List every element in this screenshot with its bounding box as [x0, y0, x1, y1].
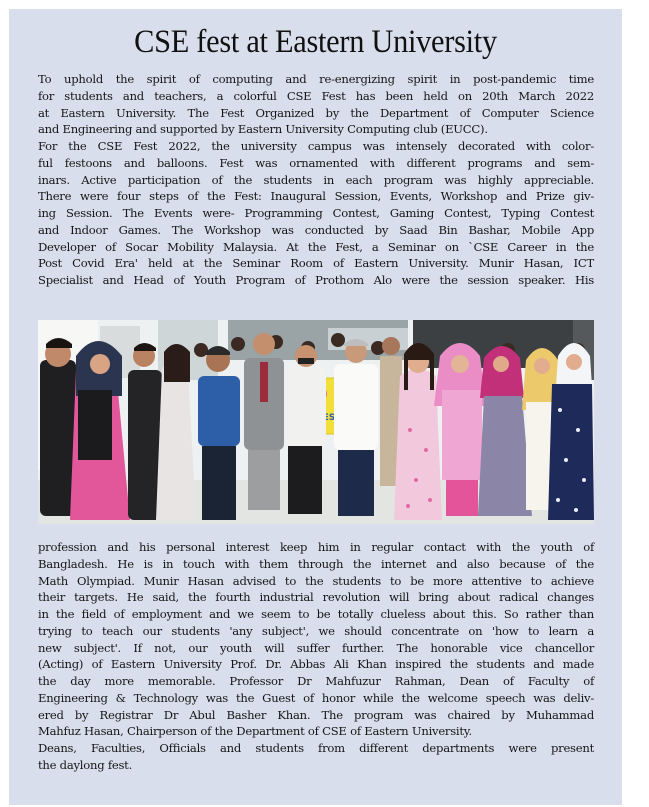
article-text-line: Developer of Socar Mobility Malaysia. At the Fest, a Seminar on `CSE Career in the: [38, 239, 594, 254]
article-text-line: Post Covid Era' held at the Seminar Room of Eastern University. Munir Hasan, ICT: [38, 256, 594, 271]
article-body-top: [38, 71, 594, 289]
article-text-line: for students and teachers, a colorful CSE Fest has been held on 20th March 2022: [38, 88, 594, 103]
article-text-line: inars. Active participation of the students in each program was highly appreciable.: [38, 172, 594, 187]
article-text-line: ered by Registrar Dr Abul Basher Khan. The program was chaired by Muhammad: [38, 707, 594, 722]
article-text-line: and Engineering and supported by Eastern University Computing club (EUCC).: [38, 122, 488, 137]
article-text-line: To uphold the spirit of computing and re-energizing spirit in post-pandemic time: [38, 72, 594, 86]
article-body-bottom: [38, 539, 594, 774]
article-text-line: Specialist and Head of Youth Program of Prothom Alo were the session speaker. His: [38, 273, 594, 287]
article-text-line: in the field of employment and we seem to be totally clueless about this. So rather than: [38, 607, 594, 621]
article-text-line: Math Olympiad. Munir Hasan advised to the students to be more attentive to achieve: [38, 573, 594, 588]
article-text-line: For the CSE Fest 2022, the university campus was intensely decorated with color-: [38, 139, 594, 153]
event-photo-illustration: [38, 320, 594, 524]
article-text-line: Bangladesh. He is in touch with them through the internet and also because of the: [38, 556, 594, 571]
article-text-line: ful festoons and balloons. Fest was ornamented with different programs and sem-: [38, 155, 594, 170]
article-text-line: at Eastern University. The Fest Organized by the Department of Computer Science: [38, 105, 594, 120]
article-text-line: (Acting) of Eastern University Prof. Dr. Abbas Ali Khan inspired the students and made: [38, 657, 594, 672]
article-text-line: new subject'. If not, our youth will suffer further. The honorable vice chancellor: [38, 640, 594, 655]
article-text-line: the daylong fest.: [38, 757, 133, 772]
article-text-line: their targets. He said, the fourth industrial revolution will bring about radical changes: [38, 590, 594, 605]
event-photo: [38, 320, 594, 524]
article-text-line: There were four steps of the Fest: Inaugural Session, Events, Workshop and Prize giv-: [38, 189, 594, 204]
article-text-line: and Indoor Games. The Workshop was conducted by Saad Bin Bashar, Mobile App: [38, 222, 594, 237]
article-text-line: ing Session. The Events were- Programming Contest, Gaming Contest, Typing Contest: [38, 206, 594, 220]
article-text-line: the day more memorable. Professor Dr Mahfuzur Rahman, Dean of Faculty of: [38, 674, 594, 688]
article-text-line: Engineering & Technology was the Guest of honor while the welcome speech was deliv-: [38, 690, 594, 705]
article-text-line: Deans, Faculties, Officials and students from different departments were present: [38, 741, 594, 755]
article-text-line: profession and his personal interest keep him in regular contact with the youth of: [38, 540, 594, 554]
article-text-line: trying to teach our students 'any subject', we should concentrate on 'how to learn a: [38, 623, 594, 638]
banner-text: FEST': [316, 413, 345, 423]
article-title: CSE fest at Eastern University: [134, 24, 497, 60]
article-text-line: Mahfuz Hasan, Chairperson of the Department of CSE of Eastern University.: [38, 724, 472, 739]
